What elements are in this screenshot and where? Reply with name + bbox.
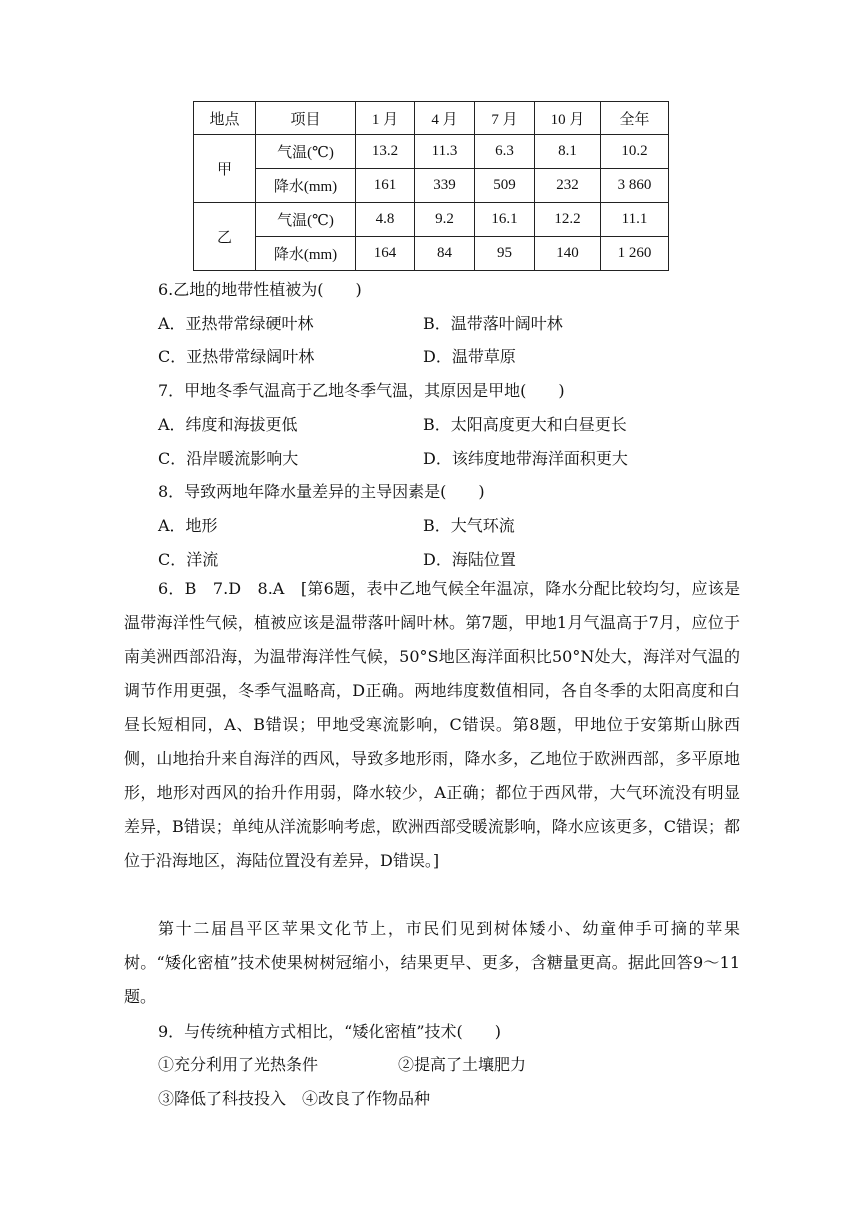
question-7-option-b: B．太阳高度更大和白昼更长 <box>423 415 627 434</box>
question-6-option-d: D．温带草原 <box>423 347 516 366</box>
value-cell: 232 <box>535 169 601 203</box>
header-cell: 7 月 <box>475 102 535 135</box>
item-cell: 降水(mm) <box>256 169 356 203</box>
table-header-row <box>194 102 669 135</box>
value-cell: 11.1 <box>601 203 669 237</box>
value-cell: 13.2 <box>356 135 415 169</box>
value-cell: 9.2 <box>415 203 475 237</box>
value-cell: 10.2 <box>601 135 669 169</box>
value-cell: 6.3 <box>475 135 535 169</box>
value-cell: 16.1 <box>475 203 535 237</box>
table-row <box>194 237 669 271</box>
table-row <box>194 169 669 203</box>
question-6-stem: 6.乙地的地带性植被为( ) <box>158 280 362 299</box>
question-9-option-2: ②提高了土壤肥力 <box>398 1055 527 1074</box>
place-cell: 乙 <box>194 203 256 271</box>
answer-text: 6．B 7.D 8.A [第6题，表中乙地气候全年温凉，降水分配比较均匀，应该是温带海洋性气候，植被应该是温带落叶阔叶林。第7题，甲地1月气温高于7月，应位于南美洲西部沿海，为温带海洋性气候，50°S地区海洋面积比50°N处大，海洋对气温的调节作用更强，冬季气温略高，D正确。两地纬度数值相同，各自冬季的太阳高度和白昼长短相同，A、B错误；甲地受寒流影响，C错误。第8题，甲地位于安第斯山脉西侧，山地抬升来自海洋的西风，导致多地形雨，降水多，乙地位于欧洲西部，多平原地形，地形对西风的抬升作用弱，降水较少，A正确；都位于西风带，大气环流没有明显差异，B错误；单纯从洋流影响考虑，欧洲西部受暖流影响，降水应该更多，C错误；都位于沿海地区，海陆位置没有差异，D错误。] <box>124 579 741 870</box>
climate-data-table <box>193 101 669 271</box>
value-cell: 11.3 <box>415 135 475 169</box>
answer-explanation <box>124 572 740 878</box>
item-cell: 气温(℃) <box>256 203 356 237</box>
question-6-option-a: A．亚热带常绿硬叶林 <box>158 314 314 333</box>
question-8-stem: 8．导致两地年降水量差异的主导因素是( ) <box>158 482 485 501</box>
question-9-stem: 9．与传统种植方式相比，“矮化密植”技术( ) <box>158 1022 502 1041</box>
place-cell: 甲 <box>194 135 256 203</box>
value-cell: 140 <box>535 237 601 271</box>
value-cell: 1 260 <box>601 237 669 271</box>
header-cell: 项目 <box>256 102 356 135</box>
question-7-option-c: C．沿岸暖流影响大 <box>158 449 299 468</box>
question-8-option-a: A．地形 <box>158 516 218 535</box>
header-cell: 全年 <box>601 102 669 135</box>
header-cell: 1 月 <box>356 102 415 135</box>
value-cell: 164 <box>356 237 415 271</box>
item-cell: 降水(mm) <box>256 237 356 271</box>
header-cell: 4 月 <box>415 102 475 135</box>
item-cell: 气温(℃) <box>256 135 356 169</box>
question-7-option-d: D．该纬度地带海洋面积更大 <box>423 449 628 468</box>
question-7-stem: 7．甲地冬季气温高于乙地冬季气温，其原因是甲地( ) <box>158 381 565 400</box>
value-cell: 84 <box>415 237 475 271</box>
question-9-options-3-4: ③降低了科技投入 ④改良了作物品种 <box>158 1089 431 1108</box>
value-cell: 8.1 <box>535 135 601 169</box>
value-cell: 509 <box>475 169 535 203</box>
question-9-option-1: ①充分利用了光热条件 <box>158 1055 319 1074</box>
question-8-option-d: D．海陆位置 <box>423 550 516 569</box>
header-cell: 10 月 <box>535 102 601 135</box>
question-6-option-b: B．温带落叶阔叶林 <box>423 314 563 333</box>
header-cell: 地点 <box>194 102 256 135</box>
question-8-option-c: C．洋流 <box>158 550 219 569</box>
value-cell: 3 860 <box>601 169 669 203</box>
value-cell: 12.2 <box>535 203 601 237</box>
value-cell: 95 <box>475 237 535 271</box>
value-cell: 4.8 <box>356 203 415 237</box>
passage-text: 第十二届昌平区苹果文化节上，市民们见到树体矮小、幼童伸手可摘的苹果树。“矮化密植”技术使果树树冠缩小，结果更早、更多，含糖量更高。据此回答9～11题。 <box>124 919 740 1006</box>
question-6-option-c: C．亚热带常绿阔叶林 <box>158 347 315 366</box>
value-cell: 161 <box>356 169 415 203</box>
question-8-option-b: B．大气环流 <box>423 516 515 535</box>
reading-passage <box>124 912 740 1014</box>
table-row <box>194 135 669 169</box>
table-row <box>194 203 669 237</box>
question-7-option-a: A．纬度和海拔更低 <box>158 415 298 434</box>
value-cell: 339 <box>415 169 475 203</box>
